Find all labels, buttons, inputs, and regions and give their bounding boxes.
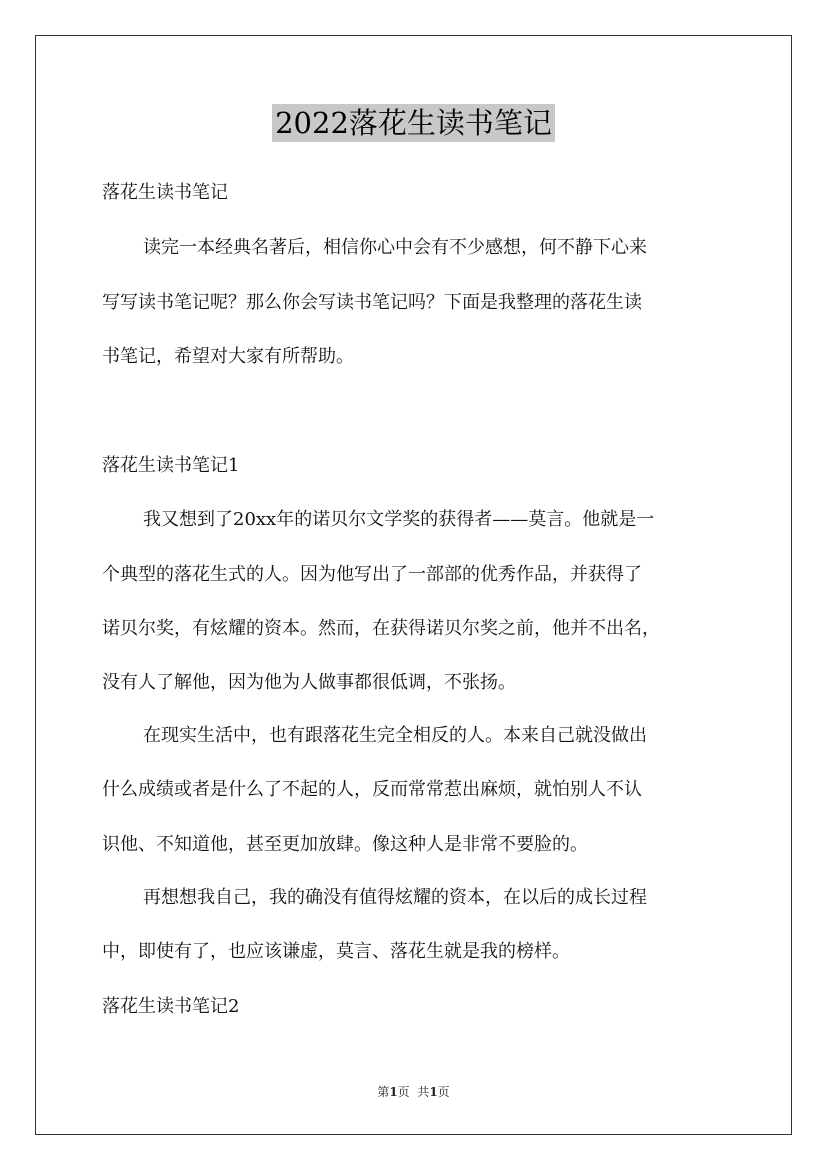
paragraph-line: 什么成绩或者是什么了不起的人，反而常常惹出麻烦，就怕别人不认 [102,779,642,800]
paragraph-line: 中，即使有了，也应该谦虚，莫言、落花生就是我的榜样。 [102,941,570,962]
page-footer [0,1083,827,1100]
intro-heading: 落花生读书笔记 [102,182,228,203]
footer-mid: 页 共 [397,1085,430,1099]
document-title: 2022落花生读书笔记 [272,104,555,142]
paragraph-line: 写写读书笔记呢？那么你会写读书笔记吗？下面是我整理的落花生读 [102,292,642,313]
paragraph-line: 识他、不知道他，甚至更加放肆。像这种人是非常不要脸的。 [102,834,588,855]
paragraph-line: 书笔记，希望对大家有所帮助。 [102,346,354,367]
footer-page-number: 1 [389,1085,398,1099]
footer-prefix: 第 [377,1085,390,1099]
paragraph-line: 我又想到了20xx年的诺贝尔文学奖的获得者——莫言。他就是一 [143,509,655,530]
title-wrap [0,104,827,142]
paragraph-line: 诺贝尔奖，有炫耀的资本。然而，在获得诺贝尔奖之前，他并不出名， [102,618,660,639]
paragraph-line: 在现实生活中，也有跟落花生完全相反的人。本来自己就没做出 [143,725,647,746]
paragraph-line: 没有人了解他，因为他为人做事都很低调，不张扬。 [102,672,516,693]
paragraph-line: 读完一本经典名著后，相信你心中会有不少感想，何不静下心来 [143,237,647,258]
section-heading-1: 落花生读书笔记1 [102,455,240,476]
footer-page-total: 1 [429,1085,438,1099]
paragraph-line: 个典型的落花生式的人。因为他写出了一部部的优秀作品，并获得了 [102,564,642,585]
section-heading-2: 落花生读书笔记2 [102,996,240,1017]
footer-suffix: 页 [437,1085,450,1099]
paragraph-line: 再想想我自己，我的确没有值得炫耀的资本，在以后的成长过程 [143,887,647,908]
